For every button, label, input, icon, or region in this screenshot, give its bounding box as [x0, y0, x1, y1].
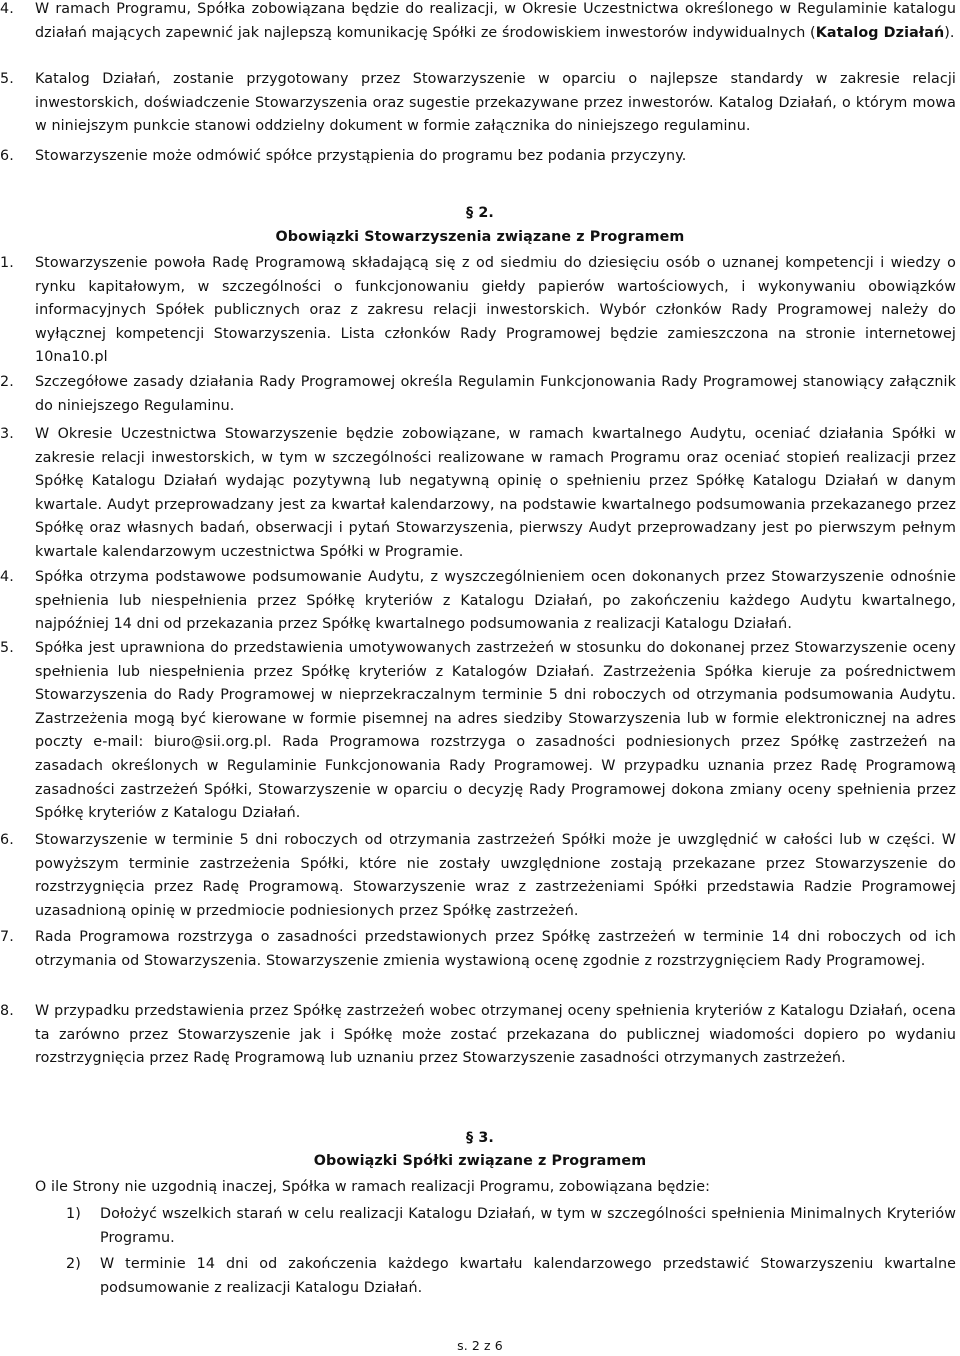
item-text: Szczegółowe zasady działania Rady Programowej określa Regulamin Funkcjonowania Rady Programowej stanowiący załącznik do niniejszego Regulaminu.: [35, 374, 956, 414]
item-text: Dołożyć wszelkich starań w celu realizacji Katalogu Działań, w tym w szczególności spełnienia Minimalnych Kryteriów Programu.: [100, 1206, 956, 1246]
item-number: 1.: [0, 255, 14, 271]
section3-item-2-wrap: [0, 1253, 960, 1300]
item-text: Rada Programowa rozstrzyga o zasadności przedstawionych przez Spółkę zastrzeżeń w terminie 14 dni roboczych od ich otrzymania od Stowarzyszenia. Stowarzyszenie zmienia wystawioną ocenę zgodnie z rozstrzygnięciem Rady Programowej.: [35, 929, 956, 969]
section2-item-7-wrap: [0, 926, 960, 973]
section-title: Obowiązki Stowarzyszenia związane z Programem: [275, 229, 685, 245]
section2-item-6-wrap: [0, 829, 960, 923]
item-number: 5.: [0, 640, 14, 656]
section1-item-5-wrap: [0, 68, 960, 139]
list-item: [0, 637, 960, 826]
item-number: 1): [66, 1206, 81, 1222]
item-text: W ramach Programu, Spółka zobowiązana będzie do realizacji, w Okresie Uczestnictwa określonego w Regulaminie katalogu działań mających zapewnić jak najlepszą komunikację Spółki ze środowiskiem inwestorów indywidualnych (: [35, 1, 956, 41]
page-number: s. 2 z 6: [457, 1338, 503, 1353]
item-number: 4.: [0, 1, 14, 17]
defined-term: Katalog Działań: [815, 24, 945, 41]
section1-item-6-wrap: [0, 145, 960, 169]
list-item: [0, 423, 960, 565]
list-item: [0, 252, 960, 370]
section2-item-2-wrap: [0, 371, 960, 418]
item-number: 3.: [0, 426, 14, 442]
item-text: W przypadku przedstawienia przez Spółkę zastrzeżeń wobec otrzymanej oceny spełnienia kryteriów z Katalogu Działań, ocena ta zarówno przez Stowarzyszenie jak i Spółkę może zostać przekazana do publicznej wiadomości dopiero po wydaniu rozstrzygnięcia przez Radę Programową lub uznaniu przez Stowarzyszenie zasadności otrzymanych zastrzeżeń.: [35, 1003, 956, 1067]
section-title: Obowiązki Spółki związane z Programem: [313, 1153, 647, 1169]
item-text: Spółka jest uprawniona do przedstawienia umotywowanych zastrzeżeń w stosunku do dokonanej przez Stowarzyszenie oceny spełnienia lub niespełnienia przez Spółkę kryteriów z Katalogów Działań. Zastrzeżenia Spółka kieruje za pośrednictwem Stowarzyszenia do Rady Programowej w nieprzekraczalnym terminie 5 dni roboczych od otrzymania podsumowania Audytu. Zastrzeżenia mogą być kierowane w formie pisemnej na adres siedziby Stowarzyszenia lub w formie elektronicznej na adres poczty e-mail: biuro@sii.org.pl. Rada Programowa rozstrzyga o zasadności podniesionych przez Spółkę zastrzeżeń na zasadach określonych w Regulaminie Funkcjonowania Rady Programowej. W przypadku uznania przez Radę Programową zasadności zastrzeżeń Spółki, Stowarzyszenie w oparciu o decyzję Rady Programowej dokona zmiany oceny spełnienia przez Spółkę kryteriów z Katalogu Działań.: [35, 640, 956, 822]
list-item: [0, 68, 960, 139]
section2-item-1-wrap: [0, 252, 960, 370]
list-item: [0, 145, 960, 169]
list-item: [0, 566, 960, 637]
section-intro: O ile Strony nie uzgodnią inaczej, Spółka w ramach realizacji Programu, zobowiązana będzie:: [35, 1179, 711, 1195]
item-text: W terminie 14 dni od zakończenia każdego kwartału kalendarzowego przedstawić Stowarzyszeniu kwartalne podsumowanie z realizacji Katalogu Działań.: [100, 1256, 956, 1296]
item-number: 2): [66, 1256, 81, 1272]
list-item: [0, 926, 960, 973]
item-number: 2.: [0, 374, 14, 390]
item-text: Stowarzyszenie powoła Radę Programową składającą się z od siedmiu do dziesięciu osób o uznanej kompetencji i wiedzy o rynku kapitałowym, w szczególności o funkcjonowaniu giełdy papierów wartościowych, i wykonywaniu obowiązków informacyjnych Spółek publicznych oraz z zakresu relacji inwestorskich. Wybór członków Rady Programowej należy do wyłącznej kompetencji Stowarzyszenia. Lista członków Rady Programowej będzie zamieszczona na stronie internetowej 10na10.pl: [35, 255, 956, 366]
item-number: 6.: [0, 832, 14, 848]
list-item: [0, 371, 960, 418]
list-item: [0, 1203, 960, 1250]
item-number: 4.: [0, 569, 14, 585]
item-text-end: ).: [944, 24, 955, 41]
list-item: [0, 1253, 960, 1300]
item-text: Katalog Działań, zostanie przygotowany przez Stowarzyszenie w oparciu o najlepsze standardy w zakresie relacji inwestorskich, doświadczenie Stowarzyszenia oraz sugestie przekazywane przez inwestorów. Katalog Działań, o którym mowa w niniejszym punkcie stanowi oddzielny dokument w formie załącznika do niniejszego regulaminu.: [35, 71, 956, 135]
item-number: 5.: [0, 71, 14, 87]
section2-item-5-wrap: [0, 637, 960, 826]
item-number: 7.: [0, 929, 14, 945]
item-number: 8.: [0, 1003, 14, 1019]
section2-item-8-wrap: [0, 1000, 960, 1071]
section3-item-1-wrap: [0, 1203, 960, 1250]
list-item: [0, 829, 960, 923]
list-item: [0, 1000, 960, 1071]
item-text: Spółka otrzyma podstawowe podsumowanie Audytu, z wyszczególnieniem ocen dokonanych przez Stowarzyszenie odnośnie spełnienia lub niespełnienia przez Spółkę kryteriów z Katalogu Działań, po zakończeniu każdego Audytu kwartalnego, najpóźniej 14 dni od przekazania przez Spółkę kwartalnego podsumowania z realizacji Katalogu Działań.: [35, 569, 956, 633]
section1-list: [0, 0, 960, 45]
item-number: 6.: [0, 148, 14, 164]
list-item: [0, 0, 960, 45]
item-text: W Okresie Uczestnictwa Stowarzyszenie będzie zobowiązane, w ramach kwartalnego Audytu, oceniać działania Spółki w zakresie relacji inwestorskich, w tym w szczególności realizowane w ramach Programu oraz oceniać stopień realizacji przez Spółkę Katalogu Działań wydając pozytywną lub negatywną opinię o spełnieniu przez Spółkę Katalogu Działań w danym kwartale. Audyt przeprowadzany jest za kwartał kalendarzowy, na podstawie kwartalnego podsumowania przekazanego przez Spółkę oraz własnych badań, obserwacji i pytań Stowarzyszenia, pierwszy Audyt przeprowadzany jest po pierwszym pełnym kwartale kalendarzowym uczestnictwa Spółki w Programie.: [35, 426, 956, 560]
item-text: Stowarzyszenie w terminie 5 dni roboczych od otrzymania zastrzeżeń Spółki może je uwzględnić w całości lub w części. W powyższym terminie zastrzeżenia Spółki, które nie zostały uwzględnione zostają przekazane przez Stowarzyszenie do rozstrzygnięcia przez Radę Programową. Stowarzyszenie wraz z zastrzeżeniami Spółki przedstawia Radzie Programowej uzasadnioną opinię w przedmiocie podniesionych przez Spółkę zastrzeżeń.: [35, 832, 956, 919]
item-text: Stowarzyszenie może odmówić spółce przystąpienia do programu bez podania przyczyny.: [35, 148, 687, 164]
section-number: § 3.: [466, 1130, 494, 1146]
section2-item-4-wrap: [0, 566, 960, 637]
section-number: § 2.: [466, 205, 494, 221]
section2-item-3-wrap: [0, 423, 960, 565]
